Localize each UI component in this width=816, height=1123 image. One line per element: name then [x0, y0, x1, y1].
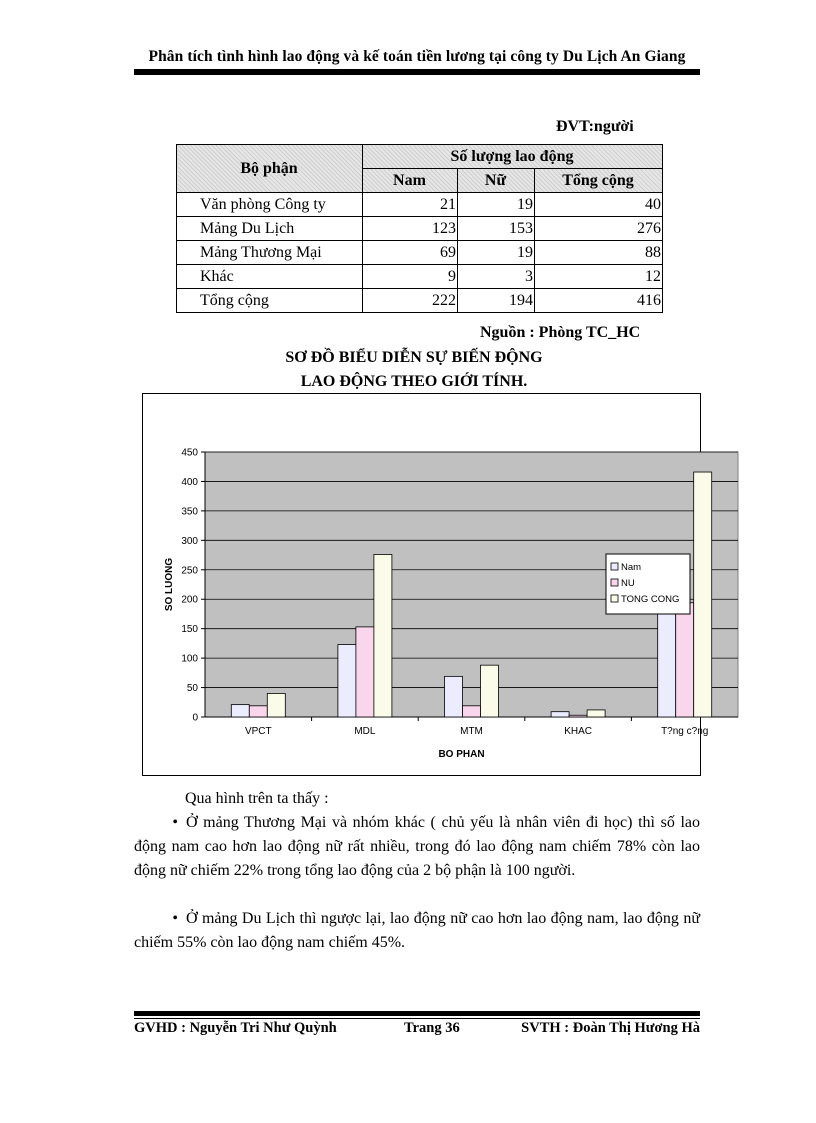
bar-tong-cong	[267, 693, 285, 717]
cell-male: 123	[363, 217, 458, 241]
header-male: Nam	[363, 169, 458, 193]
labor-table	[176, 144, 663, 313]
bar-nu	[569, 715, 587, 717]
bar-tong-cong	[481, 665, 499, 717]
cell-female: 153	[458, 217, 535, 241]
cell-female: 194	[458, 289, 535, 313]
chart-heading-line-1: SƠ ĐỒ BIỂU DIỄN SỰ BIẾN ĐỘNG	[285, 349, 543, 366]
legend-swatch	[611, 563, 618, 570]
x-tick-label: VPCT	[244, 726, 272, 737]
cell-department: Mảng Du Lịch	[177, 217, 363, 241]
cell-total: 276	[535, 217, 663, 241]
legend-label: NU	[621, 578, 635, 589]
chart-heading-line-2: LAO ĐỘNG THEO GIỚI TÍNH.	[300, 373, 528, 390]
cell-department: Mảng Thương Mại	[177, 241, 363, 265]
bar-tong-cong	[587, 710, 605, 717]
bar-nu	[249, 706, 267, 717]
x-tick-label: KHAC	[564, 726, 592, 737]
unit-label: ĐVT:người	[556, 118, 634, 135]
cell-total: 88	[535, 241, 663, 265]
y-tick-label: 100	[181, 653, 198, 665]
y-tick-label: 350	[181, 506, 198, 518]
y-tick-label: 250	[181, 565, 198, 577]
bar-tong-cong	[374, 554, 392, 717]
cell-female: 3	[458, 265, 535, 289]
y-tick-label: 400	[181, 476, 198, 488]
table-row	[177, 241, 663, 265]
cell-female: 19	[458, 193, 535, 217]
cell-male: 9	[363, 265, 458, 289]
header-total: Tổng cộng	[535, 169, 663, 193]
cell-department: Khác	[177, 265, 363, 289]
table-row	[177, 217, 663, 241]
page-header-title: Phân tích tình hình lao động và kế toán tiền lương tại công ty Du Lịch An Giang	[148, 48, 686, 65]
cell-female: 19	[458, 241, 535, 265]
y-tick-label: 200	[181, 594, 198, 606]
table-header-row-1	[177, 145, 663, 169]
table-row-total	[177, 289, 663, 313]
cell-total: 416	[535, 289, 663, 313]
bar-nam	[551, 712, 569, 717]
bullet-2-text: Ở mảng Du Lịch thì ngược lại, lao động nữ cao hơn lao động nam, lao động nữ chiếm 55% còn lao động nam chiếm 45%.	[134, 910, 700, 951]
cell-department: Văn phòng Công ty	[177, 193, 363, 217]
legend-swatch	[611, 595, 618, 602]
y-tick-label: 450	[181, 447, 198, 459]
table-row	[177, 265, 663, 289]
bar-nam	[231, 705, 249, 717]
footer-rule-thin	[134, 1018, 700, 1019]
cell-male: 222	[363, 289, 458, 313]
bullet-icon: •	[172, 910, 178, 927]
cell-department: Tổng cộng	[177, 289, 363, 313]
source-note: Nguồn : Phòng TC_HC	[480, 324, 641, 341]
bar-chart	[142, 393, 709, 776]
footer-student: SVTH : Đoàn Thị Hương Hà	[521, 1020, 700, 1036]
bar-tong-cong	[694, 472, 712, 717]
cell-total: 40	[535, 193, 663, 217]
paragraph-bullet-1	[134, 811, 700, 883]
y-tick-label: 0	[192, 712, 198, 724]
header-labor-count: Số lượng lao động	[363, 145, 663, 169]
table-row	[177, 193, 663, 217]
cell-male: 69	[363, 241, 458, 265]
x-tick-label: MDL	[354, 726, 376, 737]
legend-label: TONG CONG	[621, 594, 680, 605]
header-female: Nữ	[458, 169, 535, 193]
footer-page-number: Trang 36	[404, 1020, 460, 1036]
bar-nam	[445, 676, 463, 717]
y-axis-title: SO LUONG	[164, 557, 175, 612]
x-axis-title: BO PHAN	[438, 749, 485, 760]
footer-advisor: GVHD : Nguyễn Tri Như Quỳnh	[134, 1020, 337, 1036]
bar-nam	[338, 645, 356, 717]
y-tick-label: 300	[181, 535, 198, 547]
bullet-1-text: Ở mảng Thương Mại và nhóm khác ( chủ yếu là nhân viên đi học) thì số lao động nam cao hơn lao động nữ rất nhiều, trong đó lao động nam chiếm 78% còn lao động nữ chiếm 22% trong tổng lao động của 2 bộ phận là 100 người.	[134, 814, 700, 879]
legend-box	[606, 554, 690, 614]
header-rule	[134, 69, 700, 75]
chart-heading	[150, 346, 678, 394]
bar-nu	[356, 627, 374, 717]
x-tick-label: T?ng c?ng	[661, 726, 709, 737]
y-tick-label: 50	[186, 683, 198, 695]
legend-label: Nam	[621, 562, 642, 573]
bar-nu	[463, 706, 481, 717]
paragraph-intro: Qua hình trên ta thấy :	[185, 790, 329, 807]
x-tick-label: MTM	[460, 726, 483, 737]
footer-rule	[134, 1011, 700, 1016]
bar-nu	[676, 603, 694, 717]
legend-swatch	[611, 579, 618, 586]
header-department: Bộ phận	[177, 145, 363, 193]
bullet-icon: •	[172, 814, 178, 831]
cell-total: 12	[535, 265, 663, 289]
y-tick-label: 150	[181, 624, 198, 636]
cell-male: 21	[363, 193, 458, 217]
paragraph-bullet-2	[134, 907, 700, 955]
